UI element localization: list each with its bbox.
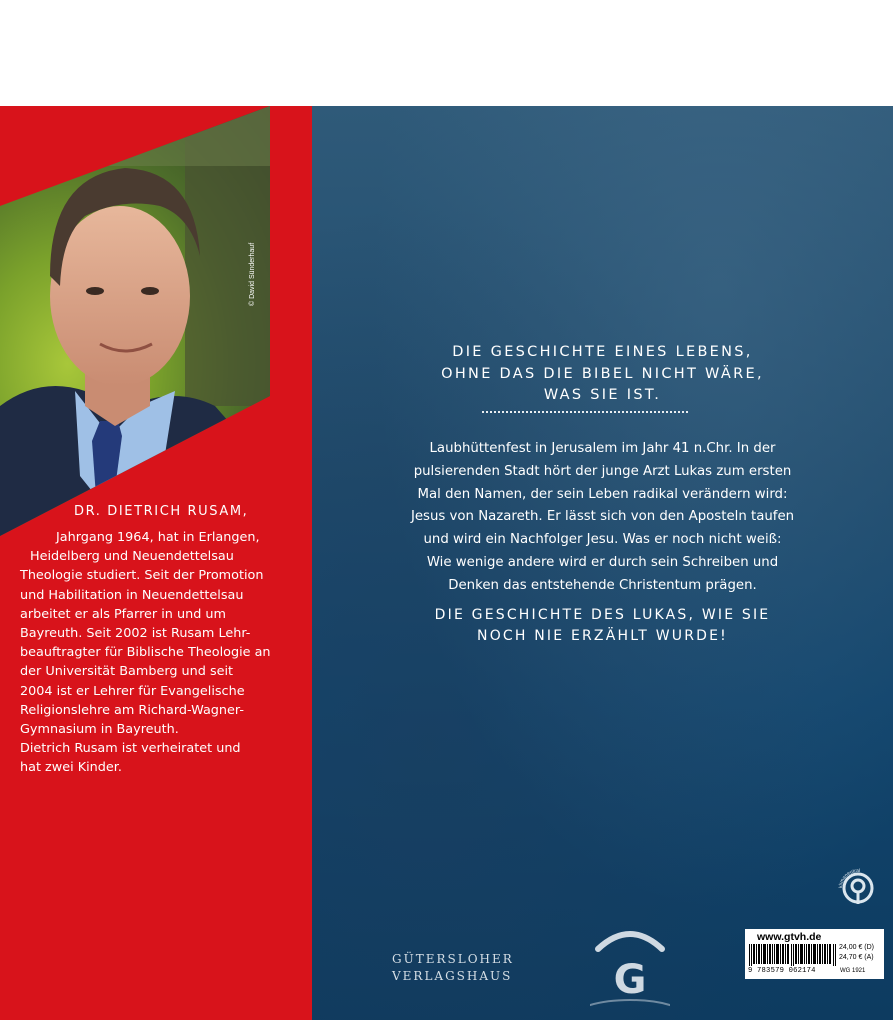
author-name: DR. DIETRICH RUSAM, (74, 504, 249, 519)
headline-line: DIE GESCHICHTE EINES LEBENS, (452, 344, 753, 360)
blurb-line: pulsierenden Stadt hört der junge Arzt Lukas zum ersten (413, 463, 792, 479)
publisher-name (392, 951, 514, 985)
barcode-icon (749, 944, 837, 966)
bio-line: Bayreuth. Seit 2002 ist Rusam Lehr- (20, 626, 251, 642)
climate-neutral-badge-icon (836, 866, 880, 910)
bio-line: Gymnasium in Bayreuth. (20, 722, 179, 738)
publisher-url: www.gtvh.de (757, 931, 822, 943)
bio-line: Heidelberg und Neuendettelsau (30, 549, 234, 565)
blurb-line: Laubhüttenfest in Jerusalem im Jahr 41 n.Chr. In der (429, 441, 776, 456)
price-austria: 24,70 € (A) (839, 954, 874, 961)
bio-line: Dietrich Rusam ist verheiratet und (20, 741, 241, 757)
author-photo (0, 106, 270, 536)
author-panel (0, 106, 312, 1020)
photo-credit: © David Sünderhauf (249, 242, 256, 306)
book-back-cover (0, 106, 893, 1020)
blurb-line: Wie wenige andere wird er durch sein Schreiben und (426, 554, 779, 570)
bio-line: der Universität Bamberg und seit (20, 664, 234, 680)
product-group-code: WG 1921 (840, 968, 866, 974)
price-germany: 24,00 € (D) (839, 944, 875, 951)
tagline (312, 605, 893, 647)
blurb-line: Mal den Namen, der sein Leben radikal verändern wird: (417, 486, 788, 502)
description-panel (312, 106, 893, 1020)
bio-line: Jahrgang 1964, hat in Erlangen, (56, 530, 260, 545)
blurb-line: Denken das entstehende Christentum prägen. (448, 577, 757, 593)
barcode-label (745, 929, 884, 979)
blurb-line: und wird ein Nachfolger Jesu. Was er noch nicht weiß: (423, 532, 782, 548)
bio-line: arbeitet er als Pfarrer in und um (20, 606, 226, 622)
tagline-line: DIE GESCHICHTE DES LUKAS, WIE SIE (434, 607, 771, 623)
bio-line: hat zwei Kinder. (20, 760, 122, 776)
headline (312, 342, 893, 407)
bio-line: beauftragter für Biblische Theologie an (20, 645, 271, 661)
headline-line: OHNE DAS DIE BIBEL NICHT WÄRE, (441, 365, 764, 382)
logo-letter: G (613, 957, 647, 1003)
author-portrait (0, 106, 270, 536)
publisher-line: VERLAGSHAUS (392, 969, 513, 983)
bio-line: Religionslehre am Richard-Wagner- (20, 702, 244, 718)
bio-line: und Habilitation in Neuendettelsau (20, 587, 244, 603)
eco-badge-text: klimaneutral (837, 867, 861, 889)
blurb (312, 438, 893, 598)
isbn-digits: 9 783579 062174 (748, 967, 816, 975)
publisher-logo-icon (590, 921, 670, 1020)
blurb-line: Jesus von Nazareth. Er lässt sich von den Aposteln taufen (410, 509, 795, 525)
tagline-line: NOCH NIE ERZÄHLT WURDE! (477, 628, 728, 644)
headline-line: WAS SIE IST. (543, 387, 662, 403)
bio-line: 2004 ist er Lehrer für Evangelische (20, 683, 245, 699)
bio-line: Theologie studiert. Seit der Promotion (20, 568, 264, 584)
dotted-divider (482, 411, 688, 413)
author-bio (20, 528, 280, 778)
publisher-line: GÜTERSLOHER (392, 952, 514, 966)
